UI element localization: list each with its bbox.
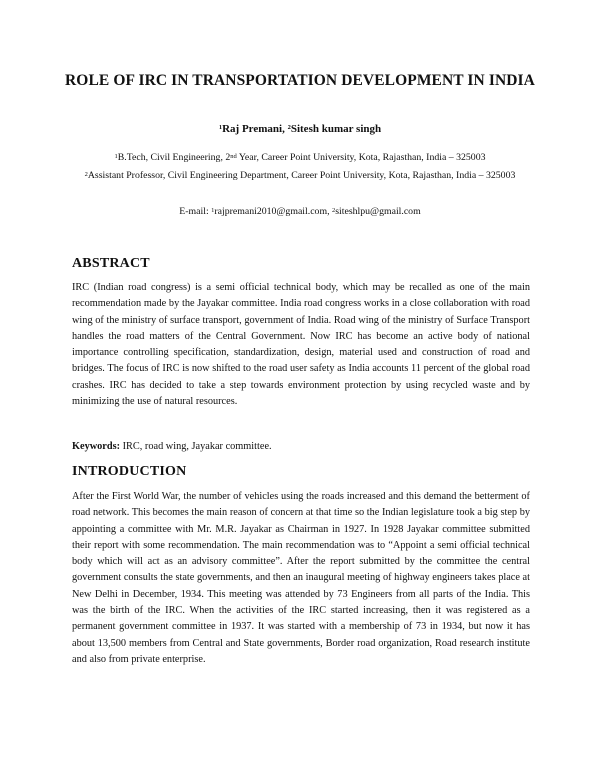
introduction-body: After the First World War, the number of vehicles using the roads increased and this demand the betterment of road network. This becomes the main reason of concern at that time so the Indian legislature took a big step by appointing a committee with Mr. M.R. Jayakar as Chairman in 1927. In 1928 Jayakar committee submitted their report with some recommendation. The main recommendation was to “Appoint a semi official technical body which will act as an advisory committee”. After the report submitted by the committee the central government consults the state governments, and then an inaugural meeting of highway engineers takes place at New Delhi in December, 1934. This meeting was attended by 73 Engineers from all parts of the India. This was the birth of the IRC. When the activities of the IRC started increasing, then it was registered as a permanent government committee in 1937. It was started with a membership of 73 in 1934, but now it has about 13,500 members from Central and State governments, Border road organization, Road research institute and also from private enterprise. [72,491,530,665]
abstract-body: IRC (Indian road congress) is a semi official technical body, which may be recalled as one of the main recommendation made by the Jayakar committee. India road congress works in a close collaboration with road wing of the ministry of surface transport, government of India. Road wing of the ministry of Surface Transport handles the road matters of the Central Government. Now IRC has become an active body of national importance controlling specification, standardization, design, material used and construction of road and bridges. The focus of IRC is now shifted to the road user safety as India accounts 11 percent of the global road crashes. IRC has decided to take a step towards environment protection by using recycled waste and by minimizing the use of natural resources. [72,282,530,408]
author-2-name: Sitesh kumar singh [290,123,382,135]
affiliation-2-superscript: 2 [84,171,88,178]
abstract-heading: ABSTRACT [72,256,150,271]
affiliation-2 [80,166,520,185]
affiliation-1-text-b: Year, Career Point University, Kota, Rajasthan, India – 325003 [236,152,486,163]
affiliation-1-ordinal: nd [230,153,237,160]
author-2-superscript: 2 [287,124,291,131]
affiliation-2-text: Assistant Professor, Civil Engineering Department, Career Point University, Kota, Rajasthan, India – 325003 [87,170,516,181]
author-1-superscript: 1 [218,124,223,131]
email-1[interactable]: rajpremani2010@gmail.com, [214,206,332,217]
email-line [0,205,600,219]
keywords-text: IRC, road wing, Jayakar committee. [120,441,272,452]
affiliation-1-superscript: 1 [114,153,118,160]
paper-title: ROLE OF IRC IN TRANSPORTATION DEVELOPMENT IN INDIA [65,72,535,89]
affiliation-1 [80,148,520,167]
introduction-heading: INTRODUCTION [72,464,187,479]
email-2[interactable]: siteshlpu@gmail.com [335,206,421,217]
email-label: E-mail: [179,206,212,217]
email-2-superscript: 2 [331,207,336,214]
email-1-superscript: 1 [211,207,215,214]
author-1-name: Raj Premani, [222,123,288,135]
affiliation-1-text-a: B.Tech, Civil Engineering, 2 [117,152,231,163]
keywords-line [72,439,530,455]
keywords-label: Keywords: [72,441,121,452]
author-line [0,122,600,136]
